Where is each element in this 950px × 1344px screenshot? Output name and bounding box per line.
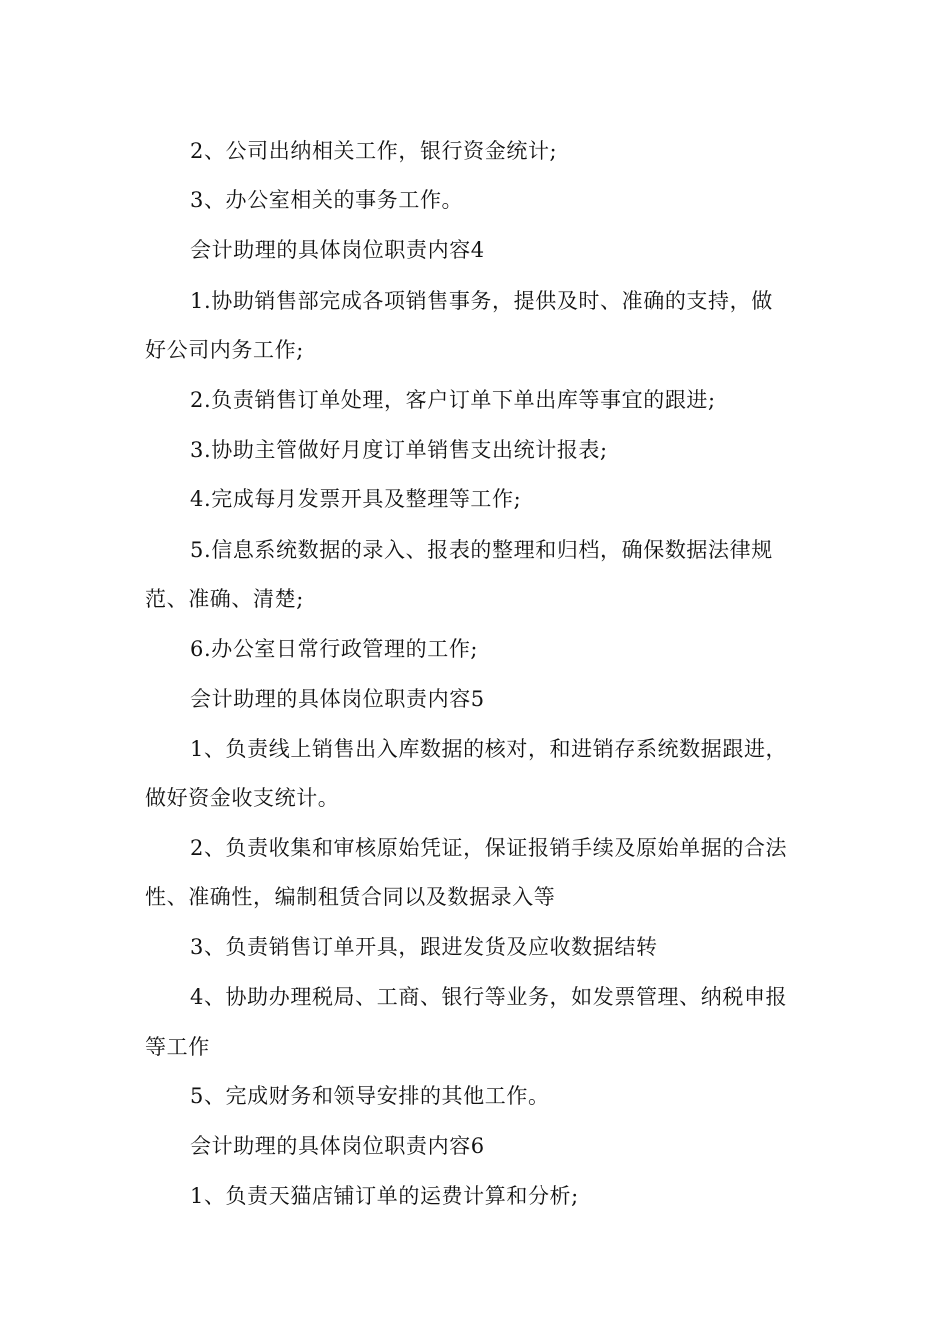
section-heading: 会计助理的具体岗位职责内容6 [190,1134,485,1158]
text-line: 5、完成财务和领导安排的其他工作。 [190,1084,550,1108]
text-line: 性、准确性，编制租赁合同以及数据录入等 [145,885,556,909]
text-line: 1、负责线上销售出入库数据的核对，和进销存系统数据跟进， [190,737,788,761]
text-line: 1、负责天猫店铺订单的运费计算和分析; [190,1184,579,1208]
text-line: 3、负责销售订单开具，跟进发货及应收数据结转 [190,935,658,959]
text-line: 范、准确、清楚; [145,587,304,611]
section-heading: 会计助理的具体岗位职责内容4 [190,238,485,262]
text-line: 3、办公室相关的事务工作。 [190,188,464,212]
text-line: 2、公司出纳相关工作，银行资金统计; [190,139,558,163]
text-line: 2.负责销售订单处理，客户订单下单出库等事宜的跟进; [190,388,716,412]
text-line: 6.办公室日常行政管理的工作; [190,637,479,661]
text-line: 1.协助销售部完成各项销售事务，提供及时、准确的支持，做 [190,289,773,313]
text-line: 5.信息系统数据的录入、报表的整理和归档，确保数据法律规 [190,538,773,562]
text-line: 做好资金收支统计。 [145,786,340,810]
text-line: 4、协助办理税局、工商、银行等业务，如发票管理、纳税申报 [190,985,788,1009]
text-line: 2、负责收集和审核原始凭证，保证报销手续及原始单据的合法 [190,836,788,860]
section-heading: 会计助理的具体岗位职责内容5 [190,687,485,711]
text-line: 3.协助主管做好月度订单销售支出统计报表; [190,438,608,462]
text-line: 等工作 [145,1035,210,1059]
text-line: 4.完成每月发票开具及整理等工作; [190,487,522,511]
text-line: 好公司内务工作; [145,338,304,362]
